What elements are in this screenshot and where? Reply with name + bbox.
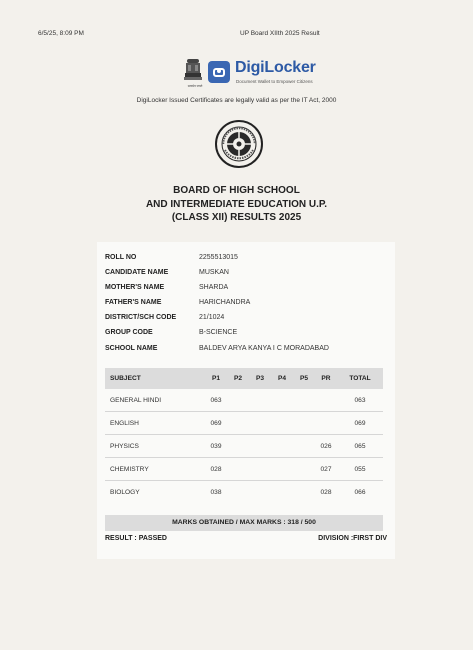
info-label: CANDIDATE NAME — [105, 269, 169, 277]
mark-cell: 028 — [320, 488, 332, 496]
mark-cell: 063 — [205, 389, 227, 412]
mark-cell — [293, 458, 315, 481]
marks-obtained-bar: MARKS OBTAINED / MAX MARKS : 318 / 500 — [105, 515, 383, 531]
digilocker-brand: DigiLocker — [235, 59, 316, 76]
board-title-line3: (CLASS XII) RESULTS 2025 — [171, 212, 302, 223]
mark-cell — [227, 435, 249, 458]
info-value: MUSKAN — [199, 269, 229, 277]
mark-cell — [249, 458, 271, 481]
mark-cell: 028 — [205, 458, 227, 481]
mark-cell — [227, 412, 249, 435]
division-status: DIVISION :FIRST DIV — [318, 535, 387, 542]
table-row — [105, 481, 383, 504]
board-seal-icon — [215, 120, 263, 168]
mark-cell — [271, 412, 293, 435]
mark-cell — [293, 412, 315, 435]
subject-cell: GENERAL HINDI — [105, 389, 205, 412]
mark-cell — [315, 412, 337, 435]
mark-cell — [249, 412, 271, 435]
board-title-line2: AND INTERMEDIATE EDUCATION U.P. — [145, 198, 328, 210]
legal-validity-note: DigiLocker Issued Certificates are legally valid as per the IT Act, 2000 — [136, 97, 337, 104]
marks-header-row — [105, 368, 383, 389]
mark-cell: 039 — [205, 435, 227, 458]
table-row — [105, 458, 383, 481]
board-title — [0, 184, 473, 225]
marks-table — [105, 368, 383, 503]
column-header: P3 — [249, 368, 271, 389]
info-value: 21/1024 — [199, 314, 225, 322]
column-header: P2 — [227, 368, 249, 389]
subject-cell: BIOLOGY — [110, 488, 140, 496]
mark-cell — [293, 389, 315, 412]
column-header: SUBJECT — [105, 368, 205, 389]
mark-cell — [271, 435, 293, 458]
info-label: GROUP CODE — [105, 329, 153, 337]
mark-cell: 026 — [315, 435, 337, 458]
column-header: P5 — [293, 368, 315, 389]
mark-cell — [315, 389, 337, 412]
mark-cell: 069 — [205, 412, 227, 435]
print-title: UP Board XIIth 2025 Result — [240, 30, 320, 37]
mark-cell — [293, 435, 315, 458]
total-cell: 066 — [354, 488, 366, 496]
subject-cell: PHYSICS — [105, 435, 205, 458]
table-row — [105, 435, 383, 458]
column-header: PR — [315, 368, 337, 389]
mark-cell — [271, 481, 293, 504]
table-row — [105, 389, 383, 412]
browser-print-header — [0, 28, 473, 40]
info-label: FATHER'S NAME — [105, 299, 162, 307]
info-label: MOTHER'S NAME — [105, 284, 165, 292]
digilocker-tagline: Document Wallet to Empower Citizens — [236, 79, 313, 84]
digilocker-logo — [180, 55, 340, 91]
info-label: ROLL NO — [105, 254, 137, 261]
mark-cell — [271, 389, 293, 412]
info-value: SHARDA — [199, 284, 229, 292]
mark-cell — [249, 481, 271, 504]
total-cell: 065 — [337, 435, 383, 458]
total-cell: 055 — [337, 458, 383, 481]
info-value: 2255513015 — [199, 254, 238, 261]
mark-cell — [227, 389, 249, 412]
result-card — [97, 242, 395, 559]
mark-cell — [227, 481, 249, 504]
emblem-caption: सत्यमेव जयते — [187, 84, 203, 88]
info-label: DISTRICT/SCH CODE — [105, 314, 177, 322]
digilocker-icon — [208, 61, 230, 83]
info-label: SCHOOL NAME — [105, 344, 158, 352]
total-cell: 069 — [337, 412, 383, 435]
mark-cell — [271, 458, 293, 481]
column-header: P1 — [205, 368, 227, 389]
subject-cell: ENGLISH — [105, 412, 205, 435]
column-header: TOTAL — [337, 368, 383, 389]
mark-cell — [249, 389, 271, 412]
table-row — [105, 412, 383, 435]
mark-cell: 038 — [210, 488, 222, 496]
total-cell: 063 — [337, 389, 383, 412]
info-value: B-SCIENCE — [199, 329, 238, 337]
print-date: 6/5/25, 8:09 PM — [38, 30, 84, 37]
board-title-line1: BOARD OF HIGH SCHOOL — [173, 185, 300, 196]
mark-cell — [249, 435, 271, 458]
mark-cell — [227, 458, 249, 481]
column-header: P4 — [271, 368, 293, 389]
mark-cell: 027 — [315, 458, 337, 481]
result-status: RESULT : PASSED — [105, 535, 167, 542]
info-value: BALDEV ARYA KANYA I C MORADABAD — [199, 344, 329, 352]
subject-cell: CHEMISTRY — [105, 458, 205, 481]
mark-cell — [293, 481, 315, 504]
info-value: HARICHANDRA — [199, 299, 251, 307]
